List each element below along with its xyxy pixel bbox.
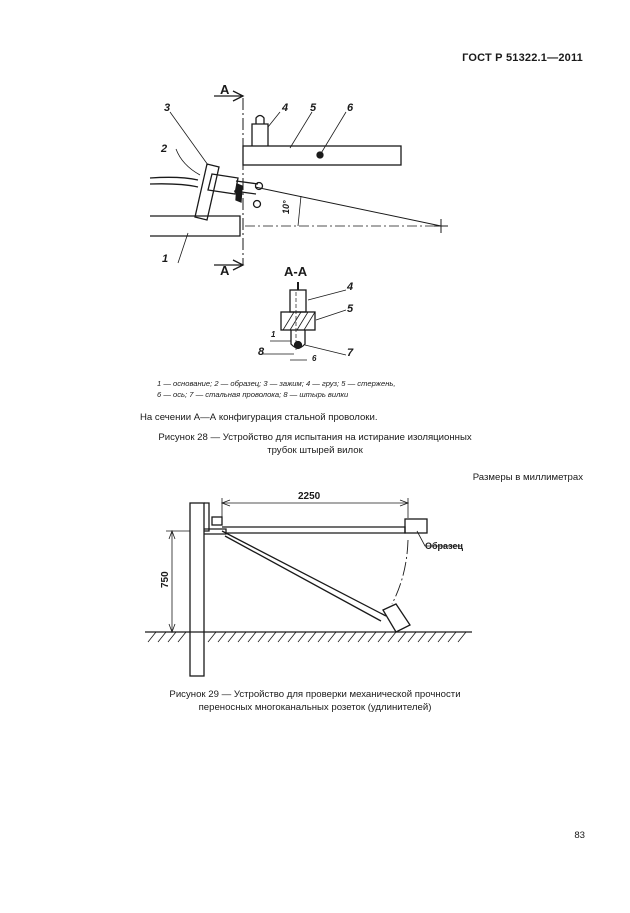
section-mark-label-top: А: [220, 82, 230, 97]
post-cap: [204, 503, 209, 531]
swing-arm: [222, 531, 386, 621]
section-callout-7: 7: [347, 347, 354, 359]
sample-holder-top: [405, 519, 427, 533]
standard-header: ГОСТ Р 51322.1—2011: [462, 52, 583, 64]
pivot-clamp: [212, 517, 222, 525]
page-number: 83: [574, 830, 585, 841]
section-title: А-А: [284, 264, 308, 279]
section-callout-8: 8: [258, 346, 265, 358]
figure-28-drawing: [150, 91, 448, 360]
leader-3: [170, 112, 208, 165]
figure-29-drawing: [145, 498, 472, 676]
section-pin: [295, 342, 302, 349]
pin-ring-b: [254, 201, 261, 208]
ground-hatch: [148, 632, 466, 642]
horizontal-arm: [222, 527, 405, 533]
swing-arc: [392, 540, 408, 604]
section-mark-label-bottom: А: [220, 263, 230, 278]
callout-6: 6: [347, 102, 354, 114]
figure-28-caption-line-1: Рисунок 28 — Устройство для испытания на истирание изоляционных: [158, 432, 472, 443]
angle-mark: [298, 196, 301, 226]
leader-1: [178, 233, 188, 263]
dim-vertical-label: 750: [160, 571, 171, 588]
section-leaders: [305, 290, 346, 355]
base-bar: [150, 216, 240, 236]
units-note: Размеры в миллиметрах: [472, 472, 583, 483]
figure-28-caption-line-2: трубок штырей вилок: [267, 445, 363, 456]
callout-4: 4: [282, 102, 289, 114]
weight-block: [252, 124, 268, 146]
section-callout-5: 5: [347, 303, 354, 315]
section-weight: [290, 290, 306, 312]
callout-2: 2: [161, 143, 168, 155]
section-callout-6: 6: [312, 354, 317, 363]
sample-label: Образец: [425, 541, 464, 551]
figure-29-labels: [160, 491, 464, 588]
callout-1: 1: [162, 253, 169, 265]
figure-29-caption-line-1: Рисунок 29 — Устройство для проверки механической прочности: [169, 689, 461, 700]
section-hatch: [283, 312, 315, 330]
clamp-body: [195, 164, 219, 220]
dim-horizontal-label: 2250: [298, 491, 321, 502]
pin-clip: [236, 184, 242, 202]
leader-5: [290, 112, 312, 148]
section-callout-1: 1: [271, 330, 276, 339]
angle-label: 10°: [281, 200, 291, 214]
figure-28-legend-line-2: 6 — ось; 7 — стальная проволока; 8 — штырь вилки: [157, 390, 349, 399]
leader-6: [320, 112, 346, 155]
post: [190, 503, 204, 676]
leader-2: [176, 149, 200, 175]
section-callout-4: 4: [347, 281, 354, 293]
figure-28-note: На сечении А—А конфигурация стальной проволоки.: [140, 412, 378, 423]
callout-3: 3: [164, 102, 171, 114]
figure-28-legend-line-1: 1 — основание; 2 — образец; 3 — зажим; 4 — груз; 5 — стержень,: [157, 379, 396, 388]
sample-block: [383, 604, 410, 632]
leader-4: [268, 112, 280, 127]
cable: [150, 177, 198, 187]
pin-ring-a: [256, 183, 263, 190]
plug-sample: [208, 174, 238, 194]
weight-hook: [256, 116, 264, 125]
figure-29-caption-line-2: переносных многоканальных розеток (удлинителей): [198, 702, 432, 713]
callout-5: 5: [310, 102, 317, 114]
